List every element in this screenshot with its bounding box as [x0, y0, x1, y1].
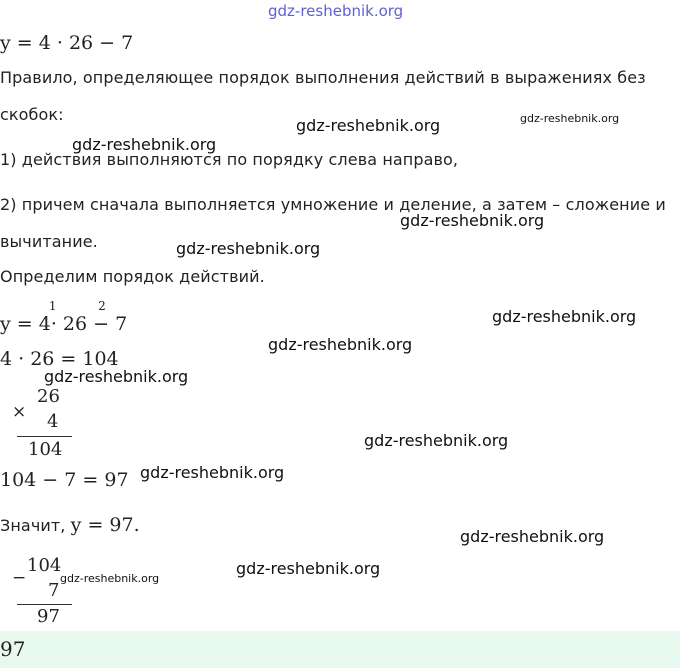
watermark: gdz-reshebnik.org: [460, 527, 605, 546]
multiply-bottom-number: 4: [47, 411, 59, 432]
rule-heading-line2: скобок:: [0, 105, 64, 124]
answer-bar: [0, 631, 680, 668]
subtract-rule-line: [17, 604, 72, 605]
watermark: gdz-reshebnik.org: [268, 335, 413, 354]
multiply-top-number: 26: [37, 386, 60, 407]
step1-equation: 4 · 26 = 104: [0, 348, 119, 370]
ordered-expression: [0, 299, 128, 335]
rule-item-1: 1) действия выполняются по порядку слева направо,: [0, 150, 459, 169]
multiply-rule-line: [17, 436, 72, 437]
conclusion-prefix: Значит,: [0, 516, 71, 535]
watermark: gdz-reshebnik.org: [400, 211, 545, 230]
ordered-expression-right: − 7: [93, 313, 128, 335]
watermark: gdz-reshebnik.org: [520, 112, 620, 125]
watermark: gdz-reshebnik.org: [44, 367, 189, 386]
rule-item-2-line2: вычитание.: [0, 232, 98, 251]
step-mark-subtract-wrap: [93, 299, 128, 335]
multiply-result: 104: [28, 439, 63, 460]
order-statement: Определим порядок действий.: [0, 267, 265, 286]
subtract-top-number: 104: [27, 555, 62, 576]
watermark: gdz-reshebnik.org: [236, 559, 381, 578]
multiply-sign: ×: [12, 402, 27, 422]
rule-item-2-line1: 2) причем сначала выполняется умножение и деление, а затем – сложение и: [0, 195, 666, 214]
step-mark-2: 2: [98, 299, 106, 313]
watermark: gdz-reshebnik.org: [176, 239, 321, 258]
subtract-result: 97: [37, 606, 60, 627]
subtract-bottom-number: 7: [48, 580, 60, 601]
subtract-sign: −: [12, 568, 27, 588]
watermark: gdz-reshebnik.org: [60, 572, 160, 585]
top-watermark-link[interactable]: gdz-reshebnik.org: [268, 2, 404, 20]
ordered-expression-left: y = 4: [0, 313, 51, 335]
watermark: gdz-reshebnik.org: [296, 116, 441, 135]
watermark: gdz-reshebnik.org: [72, 135, 217, 154]
rule-heading-line1: Правило, определяющее порядок выполнения действий в выражениях без: [0, 68, 646, 87]
ordered-expression-mid: · 26: [50, 313, 88, 335]
main-equation: y = 4 · 26 − 7: [0, 32, 134, 54]
conclusion-math: y = 97.: [70, 514, 140, 536]
step2-equation: 104 − 7 = 97: [0, 469, 129, 491]
watermark: gdz-reshebnik.org: [140, 463, 285, 482]
step-mark-multiply-wrap: [48, 299, 88, 335]
step-mark-1: 1: [48, 299, 57, 313]
watermark: gdz-reshebnik.org: [364, 431, 509, 450]
watermark: gdz-reshebnik.org: [492, 307, 637, 326]
answer-value: 97: [0, 637, 26, 661]
conclusion: [0, 514, 140, 536]
